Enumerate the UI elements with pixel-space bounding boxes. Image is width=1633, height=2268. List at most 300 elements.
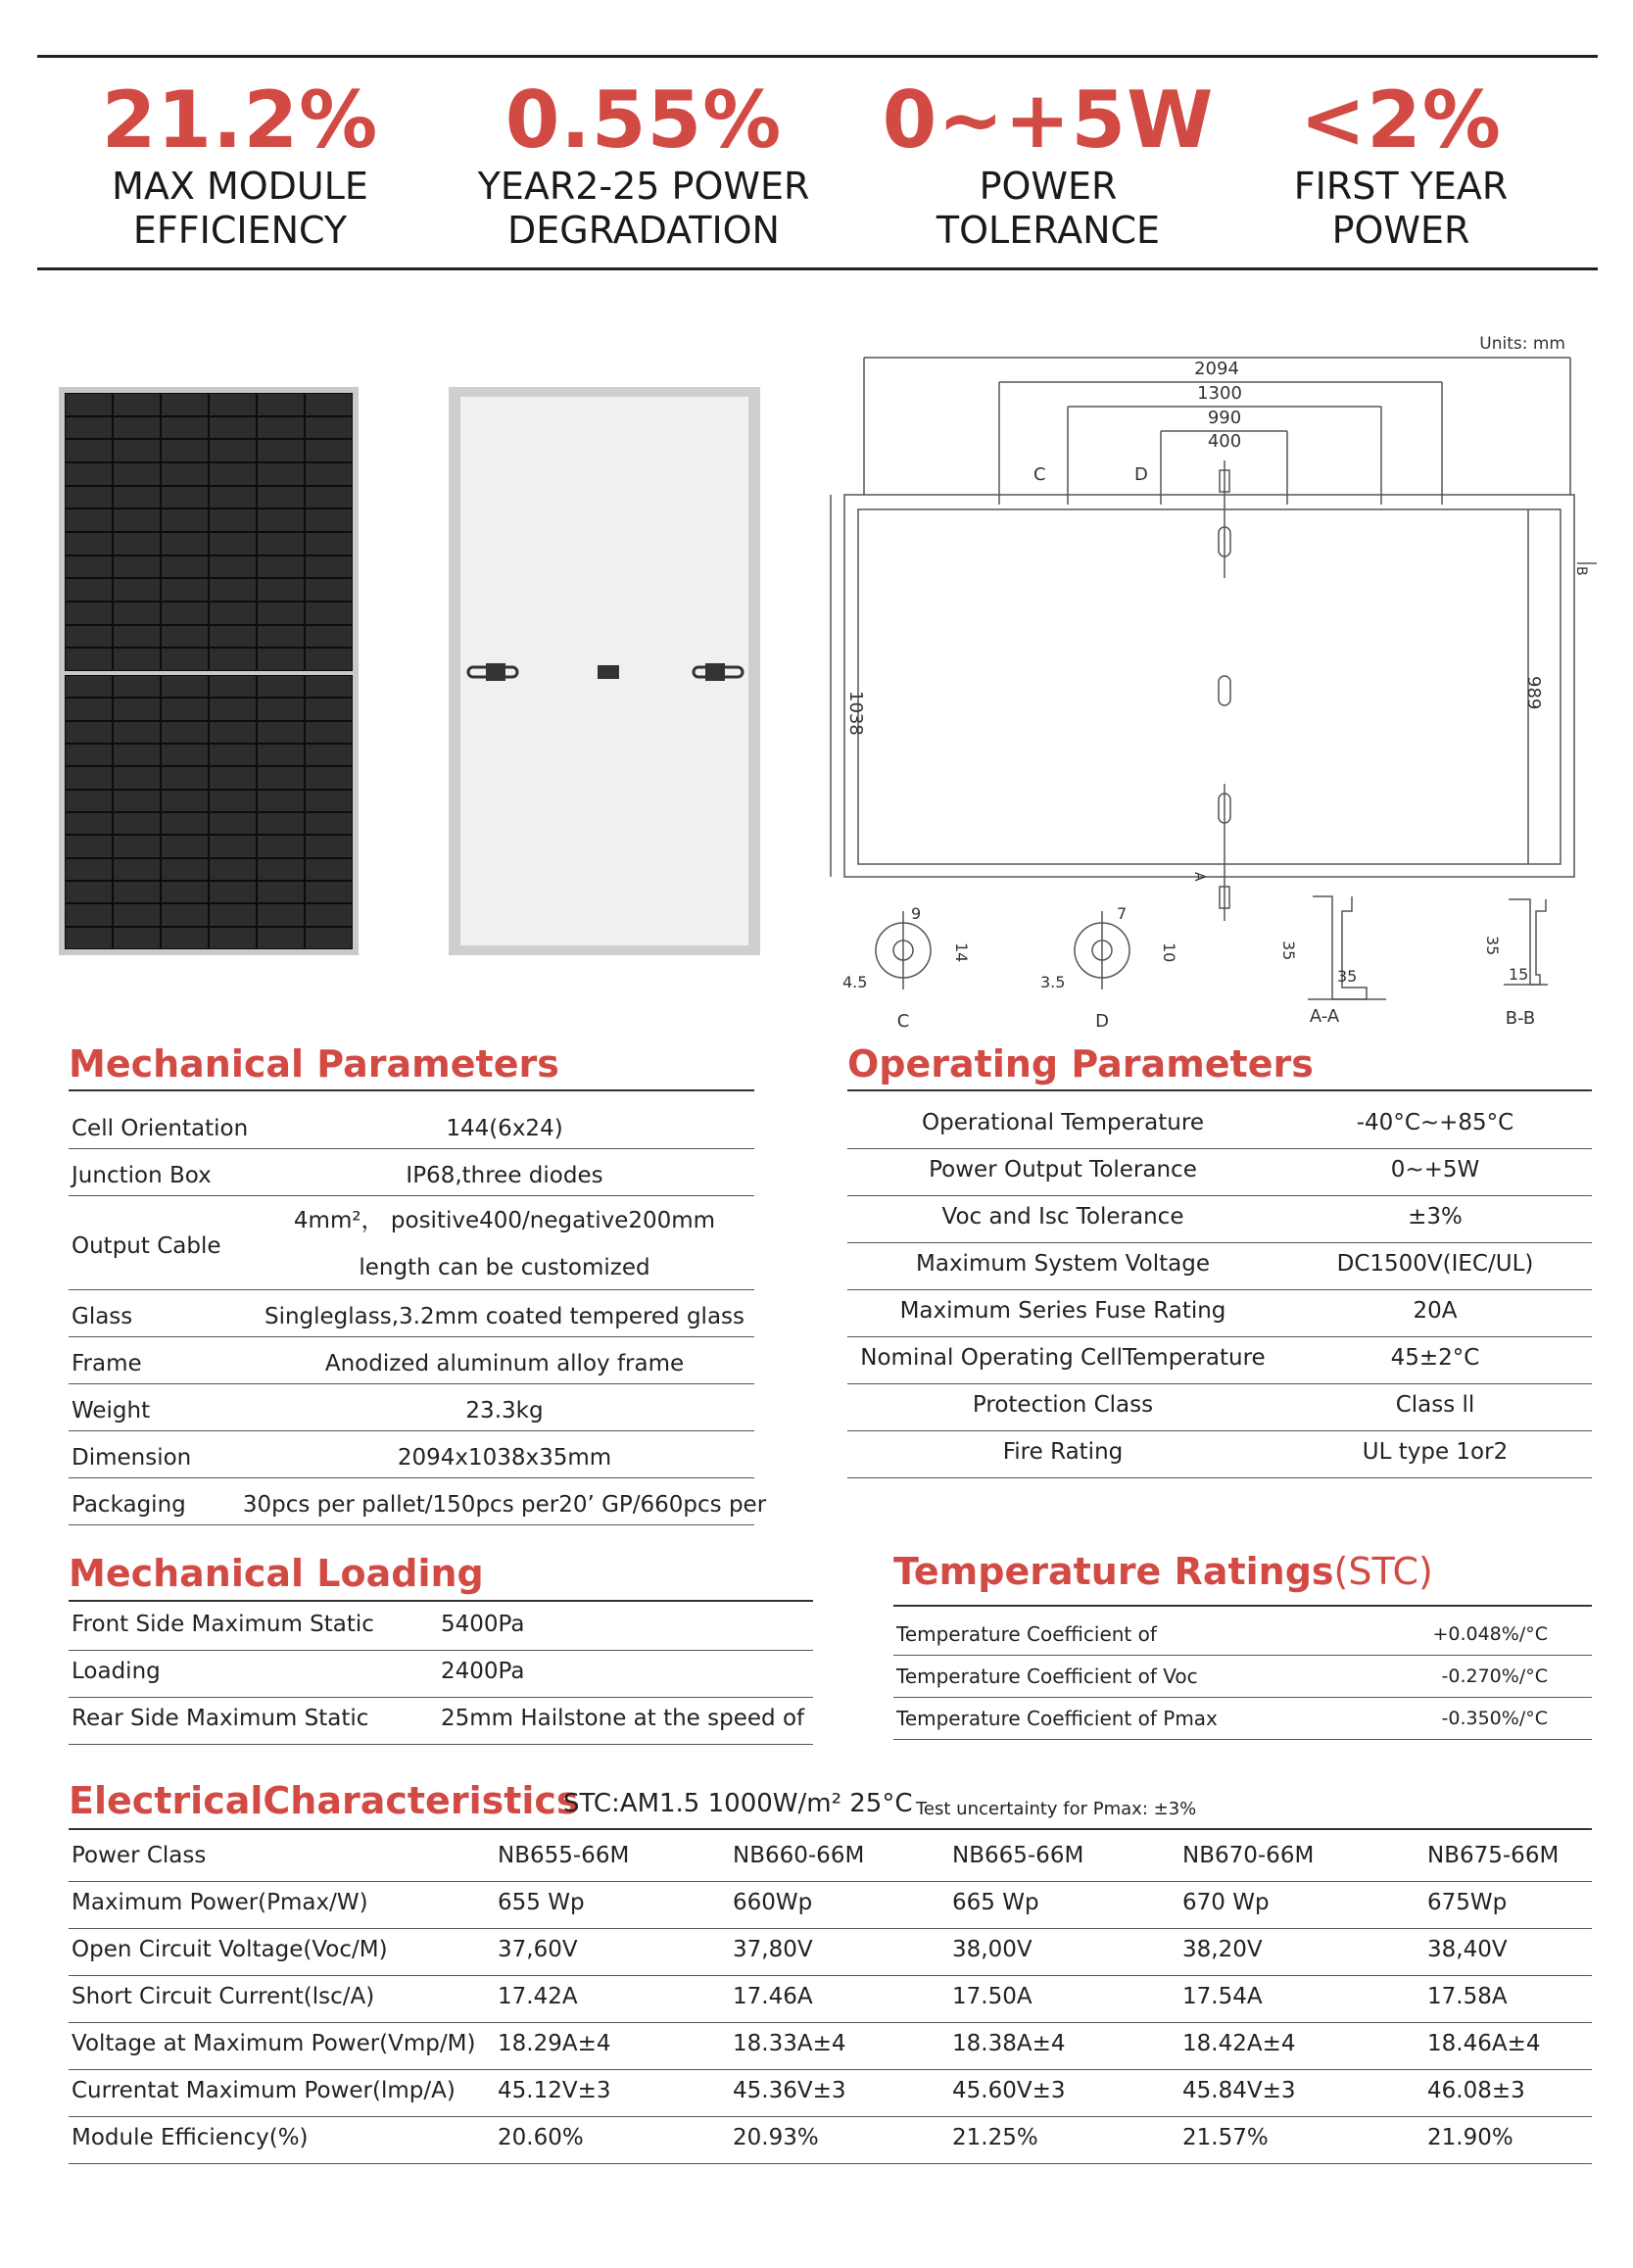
solar-cell — [305, 555, 353, 579]
solar-cell — [161, 835, 209, 857]
cell-value: 18.46A±4 — [1427, 2031, 1541, 2056]
solar-cell — [257, 903, 305, 926]
solar-cell — [257, 858, 305, 881]
row-divider — [893, 1739, 1592, 1740]
detail-c-14: 14 — [952, 942, 971, 963]
solar-cell — [113, 462, 161, 486]
row-value: 45±2°C — [1390, 1345, 1480, 1371]
row-label: Currentat Maximum Power(lmp/A) — [72, 2078, 456, 2103]
aa-35v: 35 — [1279, 941, 1298, 961]
solar-cell — [305, 698, 353, 720]
dim-990: 990 — [1207, 408, 1242, 428]
solar-cell — [113, 927, 161, 949]
solar-cell — [257, 744, 305, 766]
row-label: Front Side Maximum Static — [72, 1612, 374, 1637]
bb-15: 15 — [1509, 965, 1529, 984]
kpi-label: FIRST YEAR — [1293, 165, 1509, 208]
row-value: -0.350%/°C — [1441, 1708, 1548, 1729]
solar-cell — [113, 508, 161, 532]
solar-cell — [305, 486, 353, 509]
solar-cell — [209, 602, 257, 625]
solar-cell — [113, 486, 161, 509]
row-label: Open Circuit Voltage(Voc/M) — [72, 1937, 388, 1962]
solar-cell — [209, 881, 257, 903]
row-label: Junction Box — [72, 1163, 212, 1188]
dim-989: 989 — [1523, 676, 1544, 710]
solar-cell — [65, 439, 113, 462]
solar-cell — [65, 766, 113, 789]
cell-value: 18.33A±4 — [733, 2031, 846, 2056]
row-divider — [69, 2022, 1592, 2023]
row-divider — [847, 1289, 1592, 1290]
row-divider — [847, 1430, 1592, 1431]
cell-value: 46.08±3 — [1427, 2078, 1525, 2103]
solar-cell — [161, 698, 209, 720]
cell-value: NB660-66M — [733, 1843, 865, 1868]
cell-value: 655 Wp — [498, 1890, 585, 1915]
solar-cell — [305, 602, 353, 625]
cell-value: 21.90% — [1427, 2125, 1513, 2150]
row-value: 2400Pa — [441, 1659, 525, 1684]
solar-cell — [305, 462, 353, 486]
solar-cell — [65, 812, 113, 835]
row-label: Maximum Series Fuse Rating — [899, 1298, 1226, 1324]
solar-cell — [113, 812, 161, 835]
row-divider — [69, 1928, 1592, 1929]
solar-cell — [257, 881, 305, 903]
row-label: Rear Side Maximum Static — [72, 1706, 369, 1731]
row-label: Glass — [72, 1304, 133, 1329]
cell-value: 18.38A±4 — [952, 2031, 1066, 2056]
cell-value: 21.25% — [952, 2125, 1038, 2150]
detail-c-9: 9 — [911, 904, 922, 923]
solar-cell — [113, 439, 161, 462]
detail-c-45: 4.5 — [842, 973, 868, 991]
mark-c: C — [1033, 464, 1046, 485]
solar-cell — [161, 675, 209, 698]
kpi-label: DEGRADATION — [507, 209, 780, 252]
solar-cell — [305, 766, 353, 789]
solar-cell — [161, 439, 209, 462]
row-divider — [69, 1744, 813, 1745]
solar-cell — [161, 555, 209, 579]
solar-cell — [209, 721, 257, 744]
electrical-title: ElectricalCharacteristics — [69, 1779, 579, 1822]
row-label: Protection Class — [972, 1392, 1154, 1418]
mark-a: A — [1191, 872, 1207, 882]
solar-cell — [65, 790, 113, 812]
row-label: Nominal Operating CellTemperature — [860, 1345, 1266, 1371]
row-label: Temperature Coefficient of Pmax — [896, 1707, 1218, 1730]
solar-cell — [257, 416, 305, 440]
solar-cell — [161, 508, 209, 532]
solar-cell — [257, 486, 305, 509]
solar-cell — [65, 835, 113, 857]
row-value: 144(6x24) — [446, 1116, 563, 1141]
solar-cell — [209, 486, 257, 509]
loading-rule — [69, 1600, 813, 1602]
row-value: ±3% — [1408, 1204, 1463, 1230]
row-divider — [847, 1195, 1592, 1196]
solar-cell — [257, 812, 305, 835]
row-divider — [893, 1655, 1592, 1656]
solar-cell — [65, 903, 113, 926]
solar-cell — [65, 462, 113, 486]
bb-35: 35 — [1483, 936, 1502, 956]
row-divider — [69, 1524, 754, 1525]
row-label: Maximum Power(Pmax/W) — [72, 1890, 368, 1915]
row-divider — [69, 1336, 754, 1337]
solar-cell — [113, 393, 161, 416]
kpi-value: <2% — [1300, 74, 1502, 166]
solar-cell — [65, 416, 113, 440]
solar-cell — [65, 858, 113, 881]
row-value: DC1500V(IEC/UL) — [1336, 1251, 1534, 1277]
solar-cell — [113, 881, 161, 903]
row-label: Cell Orientation — [72, 1116, 249, 1141]
solar-cell — [113, 675, 161, 698]
panel-front-image — [59, 387, 359, 955]
junction-box-icon — [449, 387, 760, 955]
solar-cell — [257, 790, 305, 812]
row-divider — [847, 1242, 1592, 1243]
solar-cell — [257, 721, 305, 744]
solar-cell — [161, 602, 209, 625]
bb-label: B-B — [1505, 1008, 1536, 1029]
dim-width: 1038 — [845, 691, 866, 736]
row-value: 30pcs per pallet/150pcs per20’ GP/660pcs per — [242, 1492, 767, 1518]
solar-cell — [113, 721, 161, 744]
row-value: length can be customized — [359, 1255, 650, 1280]
solar-cell — [65, 532, 113, 555]
solar-cell — [209, 532, 257, 555]
solar-cell — [161, 812, 209, 835]
row-label: Short Circuit Current(lsc/A) — [72, 1984, 375, 2009]
solar-cell — [257, 532, 305, 555]
kpi-label: MAX MODULE — [112, 165, 368, 208]
solar-cell — [257, 927, 305, 949]
row-divider — [69, 1195, 754, 1196]
solar-cell — [305, 721, 353, 744]
solar-cell — [305, 416, 353, 440]
detail-d-35: 3.5 — [1040, 973, 1066, 991]
cell-value: NB675-66M — [1427, 1843, 1560, 1868]
row-divider — [69, 2163, 1592, 2164]
solar-cell — [65, 721, 113, 744]
solar-cell — [161, 578, 209, 602]
row-label: Power Output Tolerance — [929, 1157, 1197, 1182]
mechanical-title: Mechanical Parameters — [69, 1042, 559, 1086]
solar-cell — [113, 555, 161, 579]
solar-cell — [161, 766, 209, 789]
row-label: Module Efficiency(%) — [72, 2125, 309, 2150]
cell-value: 45.12V±3 — [498, 2078, 611, 2103]
solar-cell — [209, 835, 257, 857]
cell-value: NB665-66M — [952, 1843, 1084, 1868]
top-rule — [37, 55, 1598, 58]
cell-value: 38,00V — [952, 1937, 1033, 1962]
solar-cell — [257, 555, 305, 579]
kpi-label: YEAR2-25 POWER — [477, 165, 810, 208]
row-divider — [893, 1697, 1592, 1698]
solar-cell — [161, 744, 209, 766]
temperature-rule — [893, 1605, 1592, 1607]
solar-cell — [65, 578, 113, 602]
row-divider — [69, 1383, 754, 1384]
solar-cell — [257, 625, 305, 649]
highlights-bottom-rule — [37, 267, 1598, 270]
row-label: Voc and Isc Tolerance — [941, 1204, 1184, 1230]
solar-cell — [65, 486, 113, 509]
solar-cell — [305, 625, 353, 649]
cell-value: 38,20V — [1182, 1937, 1263, 1962]
row-divider — [847, 1336, 1592, 1337]
temperature-title-suffix: (STC) — [1333, 1550, 1433, 1593]
row-value: 25mm Hailstone at the speed of — [441, 1706, 805, 1731]
dim-length: 2094 — [1194, 359, 1239, 379]
row-divider — [69, 2116, 1592, 2117]
solar-cell — [65, 555, 113, 579]
row-value: 20A — [1413, 1298, 1458, 1324]
solar-cell — [257, 508, 305, 532]
cell-value: 17.54A — [1182, 1984, 1263, 2009]
solar-cell — [305, 835, 353, 857]
row-divider — [69, 2069, 1592, 2070]
detail-d-label: D — [1095, 1011, 1109, 1032]
solar-cell — [305, 927, 353, 949]
solar-cell — [161, 858, 209, 881]
cell-value: 20.93% — [733, 2125, 819, 2150]
solar-cell — [305, 744, 353, 766]
detail-c-label: C — [896, 1011, 910, 1032]
solar-cell — [305, 903, 353, 926]
cell-value: 45.60V±3 — [952, 2078, 1066, 2103]
solar-cell — [209, 462, 257, 486]
solar-cell — [113, 602, 161, 625]
row-value: 5400Pa — [441, 1612, 525, 1637]
solar-cell — [113, 766, 161, 789]
solar-cell — [209, 555, 257, 579]
row-value: 4mm²， positive400/negative200mm — [293, 1208, 716, 1233]
cell-value: NB655-66M — [498, 1843, 630, 1868]
solar-cell — [209, 698, 257, 720]
solar-cell — [257, 439, 305, 462]
solar-cell — [257, 602, 305, 625]
row-value: -0.270%/°C — [1441, 1665, 1548, 1687]
kpi-label: POWER — [979, 165, 1118, 208]
row-divider — [69, 1881, 1592, 1882]
solar-cell — [257, 675, 305, 698]
solar-cell — [305, 532, 353, 555]
cell-value: 18.29A±4 — [498, 2031, 611, 2056]
row-label: Operational Temperature — [922, 1110, 1204, 1135]
aa-35h: 35 — [1337, 967, 1358, 986]
solar-cell — [161, 532, 209, 555]
solar-cell — [305, 790, 353, 812]
solar-cell — [257, 648, 305, 671]
solar-cell — [305, 648, 353, 671]
solar-cell — [113, 835, 161, 857]
row-label: Dimension — [72, 1445, 192, 1471]
solar-cell — [161, 625, 209, 649]
solar-cell — [65, 675, 113, 698]
kpi-degradation — [438, 76, 849, 253]
row-divider — [69, 1697, 813, 1698]
temperature-title-main: Temperature Ratings — [893, 1550, 1334, 1593]
dimension-drawing — [823, 323, 1597, 1038]
solar-cell — [305, 439, 353, 462]
solar-cell — [65, 508, 113, 532]
electrical-stc: STC:AM1.5 1000W/m² 25°C — [563, 1789, 913, 1818]
loading-title: Mechanical Loading — [69, 1552, 484, 1595]
aa-label: A-A — [1309, 1006, 1340, 1027]
cell-value: 17.50A — [952, 1984, 1033, 2009]
row-value: Singleglass,3.2mm coated tempered glass — [264, 1304, 745, 1329]
solar-cell — [65, 625, 113, 649]
solar-cell — [161, 393, 209, 416]
solar-cell — [161, 790, 209, 812]
cell-value: 665 Wp — [952, 1890, 1039, 1915]
kpi-first-year — [1195, 76, 1607, 253]
temperature-title — [893, 1549, 1433, 1594]
row-value: 2094x1038x35mm — [397, 1445, 612, 1471]
electrical-note: Test uncertainty for Pmax: ±3% — [916, 1799, 1197, 1819]
solar-cell — [209, 812, 257, 835]
solar-cell — [113, 744, 161, 766]
panel-back-image — [449, 387, 760, 955]
solar-cell — [305, 393, 353, 416]
row-label: Temperature Coefficient of — [896, 1622, 1157, 1646]
cell-value: 17.58A — [1427, 1984, 1508, 2009]
cell-value: NB670-66M — [1182, 1843, 1315, 1868]
operating-title: Operating Parameters — [847, 1042, 1314, 1086]
cell-value: 37,80V — [733, 1937, 813, 1962]
solar-cell — [257, 393, 305, 416]
solar-cell — [65, 602, 113, 625]
solar-cell — [257, 698, 305, 720]
solar-cell — [209, 927, 257, 949]
row-label: Fire Rating — [1002, 1439, 1124, 1465]
solar-cell — [257, 766, 305, 789]
kpi-label: POWER — [1331, 209, 1470, 252]
cell-value: 45.84V±3 — [1182, 2078, 1296, 2103]
row-label: Maximum System Voltage — [916, 1251, 1210, 1277]
solar-cell — [113, 858, 161, 881]
row-value: Class ll — [1395, 1392, 1475, 1418]
row-divider — [69, 1430, 754, 1431]
row-divider — [847, 1148, 1592, 1149]
row-value: +0.048%/°C — [1432, 1623, 1548, 1645]
row-divider — [847, 1383, 1592, 1384]
cell-value: 18.42A±4 — [1182, 2031, 1296, 2056]
solar-cell — [113, 578, 161, 602]
solar-cell — [305, 812, 353, 835]
solar-cell — [209, 744, 257, 766]
solar-cell — [65, 744, 113, 766]
solar-cell — [65, 698, 113, 720]
detail-d-10: 10 — [1160, 942, 1178, 963]
cell-value: 17.46A — [733, 1984, 813, 2009]
solar-cell — [305, 578, 353, 602]
detail-d-7: 7 — [1117, 904, 1128, 923]
solar-cell — [161, 903, 209, 926]
solar-cell — [113, 625, 161, 649]
solar-cell — [257, 462, 305, 486]
cell-value: 20.60% — [498, 2125, 584, 2150]
solar-cell — [113, 903, 161, 926]
solar-cell — [113, 416, 161, 440]
solar-cell — [209, 625, 257, 649]
units-label: Units: mm — [1479, 334, 1565, 354]
solar-cell — [305, 858, 353, 881]
cell-value: 675Wp — [1427, 1890, 1508, 1915]
row-label: Weight — [72, 1398, 151, 1424]
solar-cell — [161, 721, 209, 744]
cell-value: 38,40V — [1427, 1937, 1508, 1962]
row-divider — [847, 1477, 1592, 1478]
dim-400: 400 — [1207, 431, 1242, 452]
solar-cell — [65, 393, 113, 416]
row-label: Loading — [72, 1659, 161, 1684]
row-value: UL type 1or2 — [1362, 1439, 1509, 1465]
solar-cell — [209, 439, 257, 462]
row-value: 0~+5W — [1390, 1157, 1480, 1182]
kpi-value: 0~+5W — [882, 74, 1215, 166]
row-divider — [69, 1148, 754, 1149]
solar-cell — [65, 881, 113, 903]
cell-value: 37,60V — [498, 1937, 578, 1962]
solar-cell — [209, 508, 257, 532]
row-label: Temperature Coefficient of Voc — [896, 1665, 1198, 1688]
operating-rule — [847, 1089, 1592, 1091]
solar-cell — [257, 578, 305, 602]
solar-cell — [209, 903, 257, 926]
row-divider — [69, 1477, 754, 1478]
mark-d: D — [1134, 464, 1148, 485]
solar-cell — [161, 927, 209, 949]
kpi-label: TOLERANCE — [936, 209, 1161, 252]
solar-cell — [209, 858, 257, 881]
row-label: Voltage at Maximum Power(Vmp/M) — [72, 2031, 476, 2056]
cell-value: 45.36V±3 — [733, 2078, 846, 2103]
solar-cell — [65, 927, 113, 949]
solar-cell — [209, 578, 257, 602]
kpi-label: EFFICIENCY — [132, 209, 348, 252]
kpi-tolerance — [842, 76, 1254, 253]
solar-cell — [209, 393, 257, 416]
solar-cell — [161, 416, 209, 440]
solar-cell — [113, 698, 161, 720]
dim-1300: 1300 — [1197, 383, 1242, 404]
solar-cell — [161, 881, 209, 903]
solar-cell — [113, 532, 161, 555]
cell-value: 21.57% — [1182, 2125, 1269, 2150]
solar-cell — [305, 675, 353, 698]
row-value: Anodized aluminum alloy frame — [324, 1351, 685, 1376]
solar-cell — [161, 462, 209, 486]
cell-value: 660Wp — [733, 1890, 813, 1915]
solar-cell — [161, 486, 209, 509]
solar-cell — [209, 416, 257, 440]
electrical-rule — [69, 1828, 1592, 1830]
row-value: IP68,three diodes — [406, 1163, 603, 1188]
kpi-value: 0.55% — [504, 74, 783, 166]
kpi-efficiency — [34, 76, 446, 253]
kpi-value: 21.2% — [101, 74, 379, 166]
row-label: Frame — [72, 1351, 142, 1376]
cell-value: 670 Wp — [1182, 1890, 1270, 1915]
row-divider — [69, 1289, 754, 1290]
